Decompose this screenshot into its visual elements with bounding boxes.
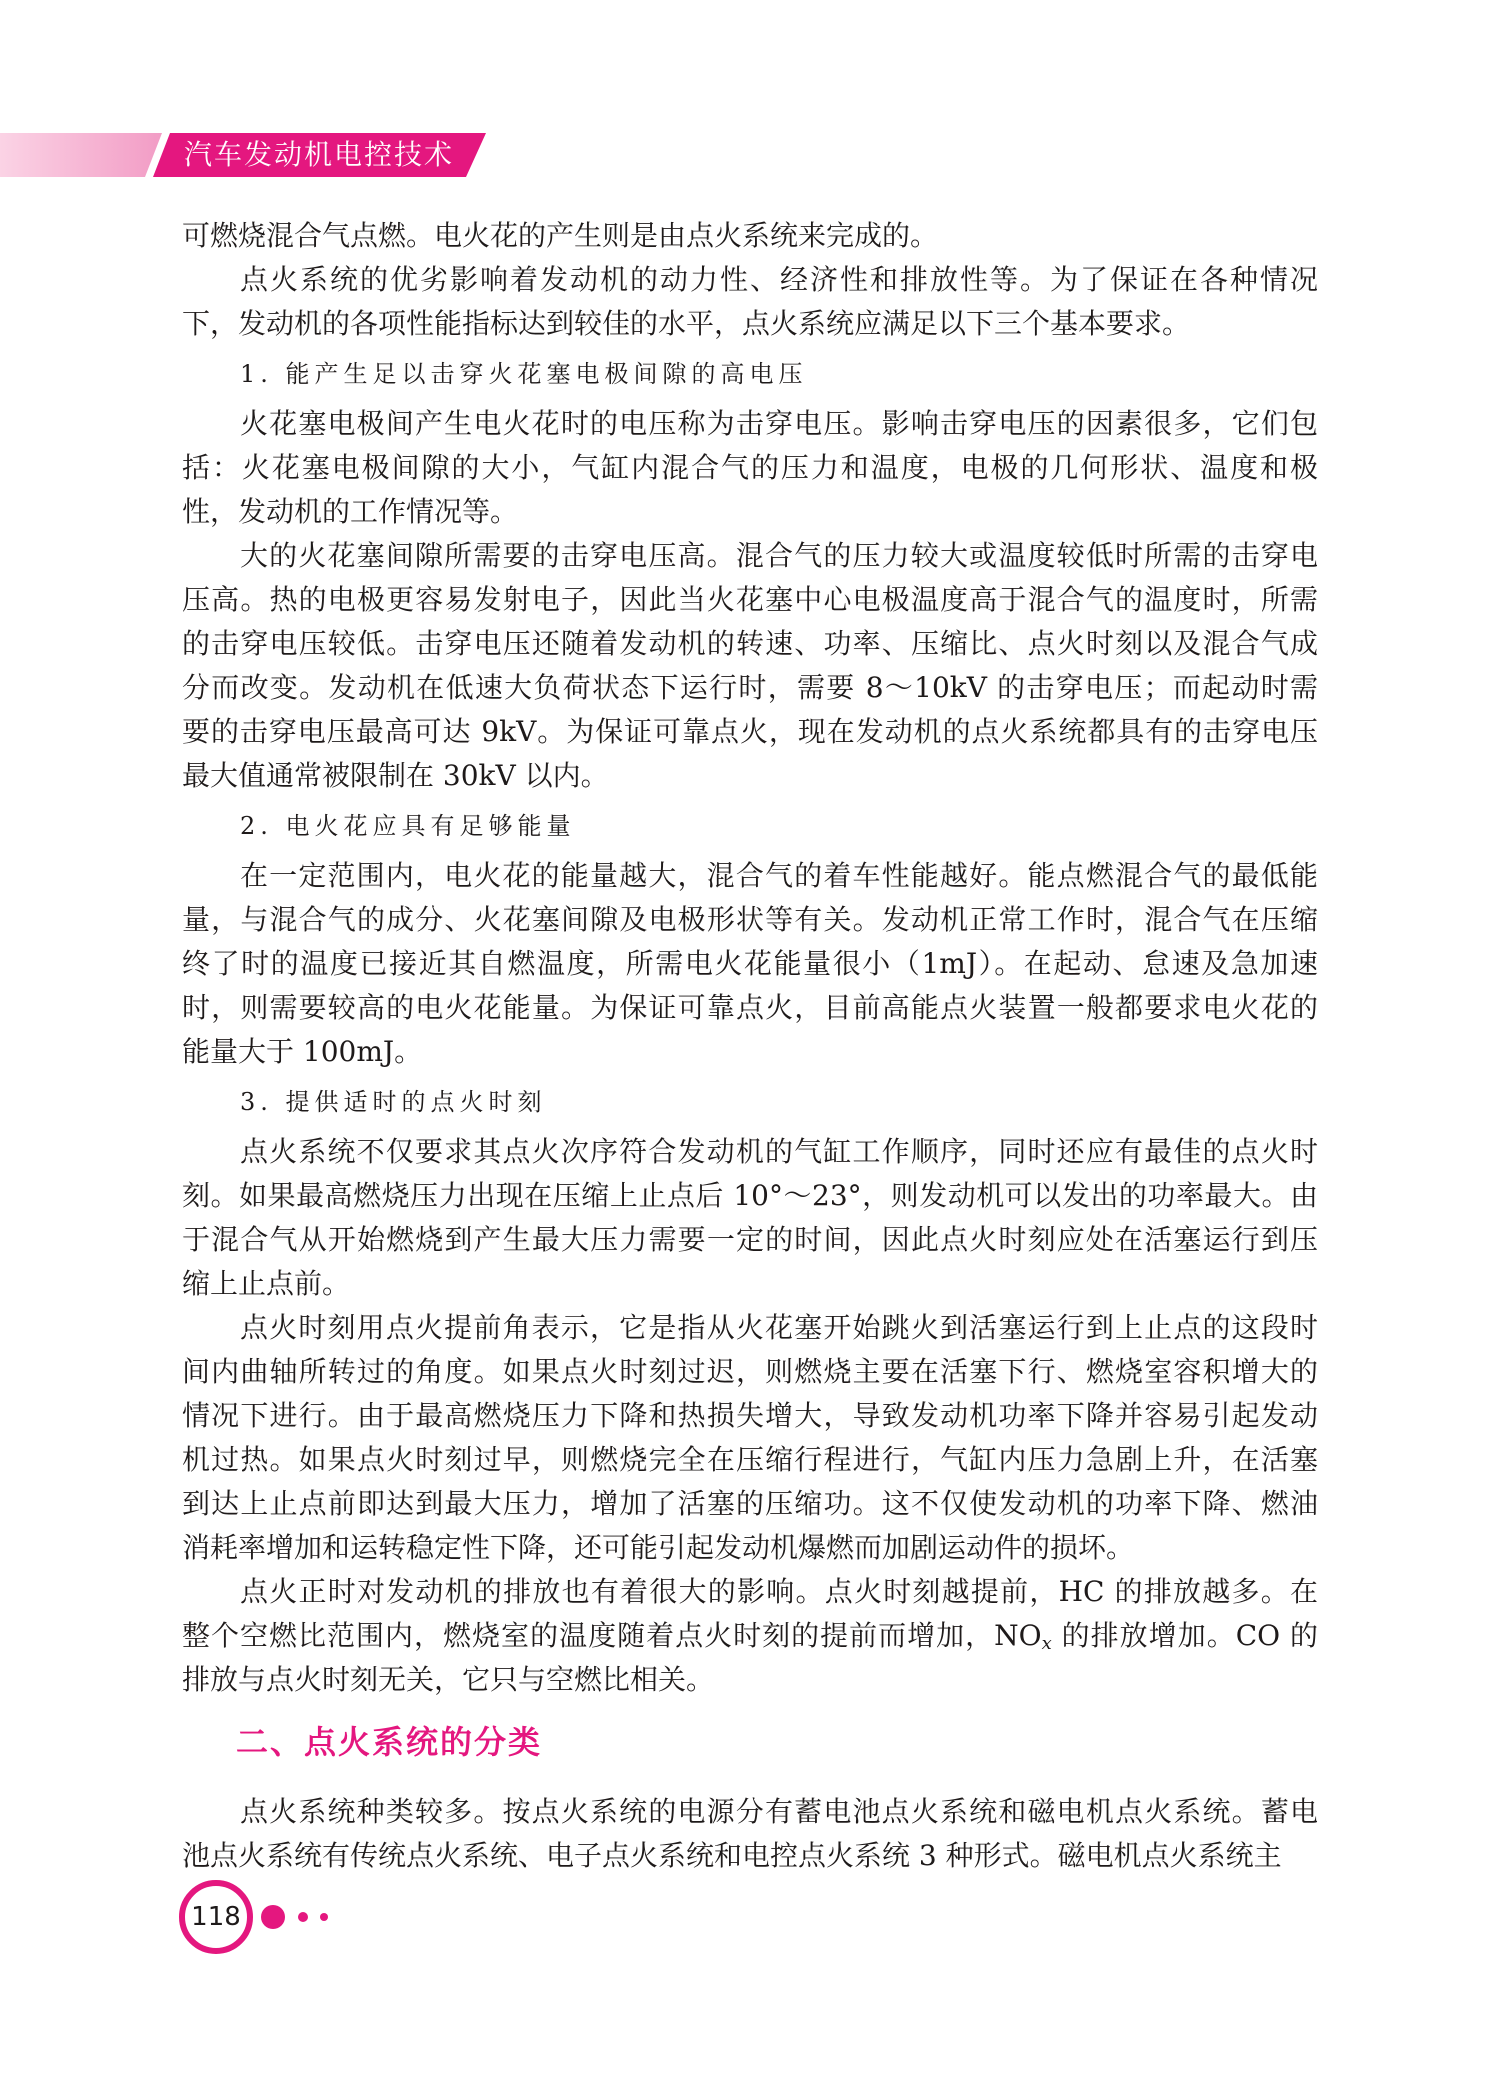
text-line: 压高。热的电极更容易发射电子，因此当火花塞中心电极温度高于混合气的温度时，所需 [182,583,1318,616]
book-title: 汽车发动机电控技术 [184,138,455,171]
text-line: 括：火花塞电极间隙的大小，气缸内混合气的压力和温度，电极的几何形状、温度和极 [182,451,1318,484]
text-line: 缩上止点前。 [182,1267,351,1300]
decorative-dot-large [261,1905,285,1929]
chapter-banner [0,133,500,177]
subscript: x [1041,1633,1052,1654]
text-line: 点火时刻用点火提前角表示，它是指从火花塞开始跳火到活塞运行到上止点的这段时 [240,1311,1318,1344]
text-line: 火花塞电极间产生电火花时的电压称为击穿电压。影响击穿电压的因素很多，它们包 [240,407,1318,440]
text-line: 的击穿电压较低。击穿电压还随着发动机的转速、功率、压缩比、点火时刻以及混合气成 [182,627,1318,660]
paragraph [182,1570,1318,1702]
text-line: 可燃烧混合气点燃。电火花的产生则是由点火系统来完成的。 [182,219,939,252]
sub-heading: 2. 电火花应具有足够能量 [240,812,576,840]
text-line: 消耗率增加和运转稳定性下降，还可能引起发动机爆燃而加剧运动件的损坏。 [182,1531,1135,1564]
paragraph [182,1790,1318,1878]
text-line: 分而改变。发动机在低速大负荷状态下运行时，需要 8～10kV 的击穿电压；而起动时需 [182,671,1318,704]
text-line: 量，与混合气的成分、火花塞间隙及电极形状等有关。发动机正常工作时，混合气在压缩 [182,903,1318,936]
decorative-dot-small [320,1913,328,1921]
text-line: 点火系统不仅要求其点火次序符合发动机的气缸工作顺序，同时还应有最佳的点火时 [240,1135,1318,1168]
text-line: 大的火花塞间隙所需要的击穿电压高。混合气的压力较大或温度较低时所需的击穿电 [240,539,1318,572]
text-line: 在一定范围内，电火花的能量越大，混合气的着车性能越好。能点燃混合气的最低能 [240,859,1318,892]
sub-heading: 3. 提供适时的点火时刻 [240,1088,547,1116]
text-line: 排放与点火时刻无关，它只与空燃比相关。 [182,1663,715,1696]
sub-heading: 1. 能产生足以击穿火花塞电极间隙的高电压 [240,360,808,388]
text-line: 于混合气从开始燃烧到产生最大压力需要一定的时间，因此点火时刻应处在活塞运行到压 [182,1223,1318,1256]
section-heading: 二、点火系统的分类 [236,1723,543,1761]
paragraph [182,402,1318,534]
text-line: 点火正时对发动机的排放也有着很大的影响。点火时刻越提前，HC 的排放越多。在 [240,1575,1318,1608]
paragraph [182,1130,1318,1306]
text-line: 要的击穿电压最高可达 9kV。为保证可靠点火，现在发动机的点火系统都具有的击穿电压 [182,715,1318,748]
text-line: 到达上止点前即达到最大压力，增加了活塞的压缩功。这不仅使发动机的功率下降、燃油 [182,1487,1318,1520]
text-line: 点火系统种类较多。按点火系统的电源分有蓄电池点火系统和磁电机点火系统。蓄电 [240,1795,1318,1828]
body-text [182,214,1318,1878]
text-line: 下，发动机的各项性能指标达到较佳的水平，点火系统应满足以下三个基本要求。 [182,307,1191,340]
text-line: 终了时的温度已接近其自燃温度，所需电火花能量很小（1mJ）。在起动、怠速及急加速 [182,947,1318,980]
text-line: 最大值通常被限制在 30kV 以内。 [182,759,609,792]
decorative-dot-medium [298,1912,308,1922]
text-segment: 的排放增加。CO 的 [1051,1619,1318,1652]
paragraph [182,854,1318,1074]
text-line: 情况下进行。由于最高燃烧压力下降和热损失增大，导致发动机功率下降并容易引起发动 [182,1399,1318,1432]
paragraph [182,258,1318,346]
paragraph [182,1306,1318,1570]
text-line: 池点火系统有传统点火系统、电子点火系统和电控点火系统 3 种形式。磁电机点火系统主 [182,1839,1282,1872]
page-number: 118 [179,1880,253,1954]
text-line: 机过热。如果点火时刻过早，则燃烧完全在压缩行程进行，气缸内压力急剧上升，在活塞 [182,1443,1318,1476]
text-line: 时，则需要较高的电火花能量。为保证可靠点火，目前高能点火装置一般都要求电火花的 [182,991,1318,1024]
banner-light-segment [0,133,162,177]
text-line: 间内曲轴所转过的角度。如果点火时刻过迟，则燃烧主要在活塞下行、燃烧室容积增大的 [182,1355,1318,1388]
text-line: 性，发动机的工作情况等。 [182,495,519,528]
text-segment: 整个空燃比范围内，燃烧室的温度随着点火时刻的提前而增加，NO [182,1619,1042,1652]
text-line [182,1614,1318,1658]
text-line: 刻。如果最高燃烧压力出现在压缩上止点后 10°～23°，则发动机可以发出的功率最大。由 [182,1179,1318,1212]
paragraph [182,214,1318,258]
text-line: 能量大于 100mJ。 [182,1035,423,1068]
paragraph [182,534,1318,798]
text-line: 点火系统的优劣影响着发动机的动力性、经济性和排放性等。为了保证在各种情况 [240,263,1318,296]
